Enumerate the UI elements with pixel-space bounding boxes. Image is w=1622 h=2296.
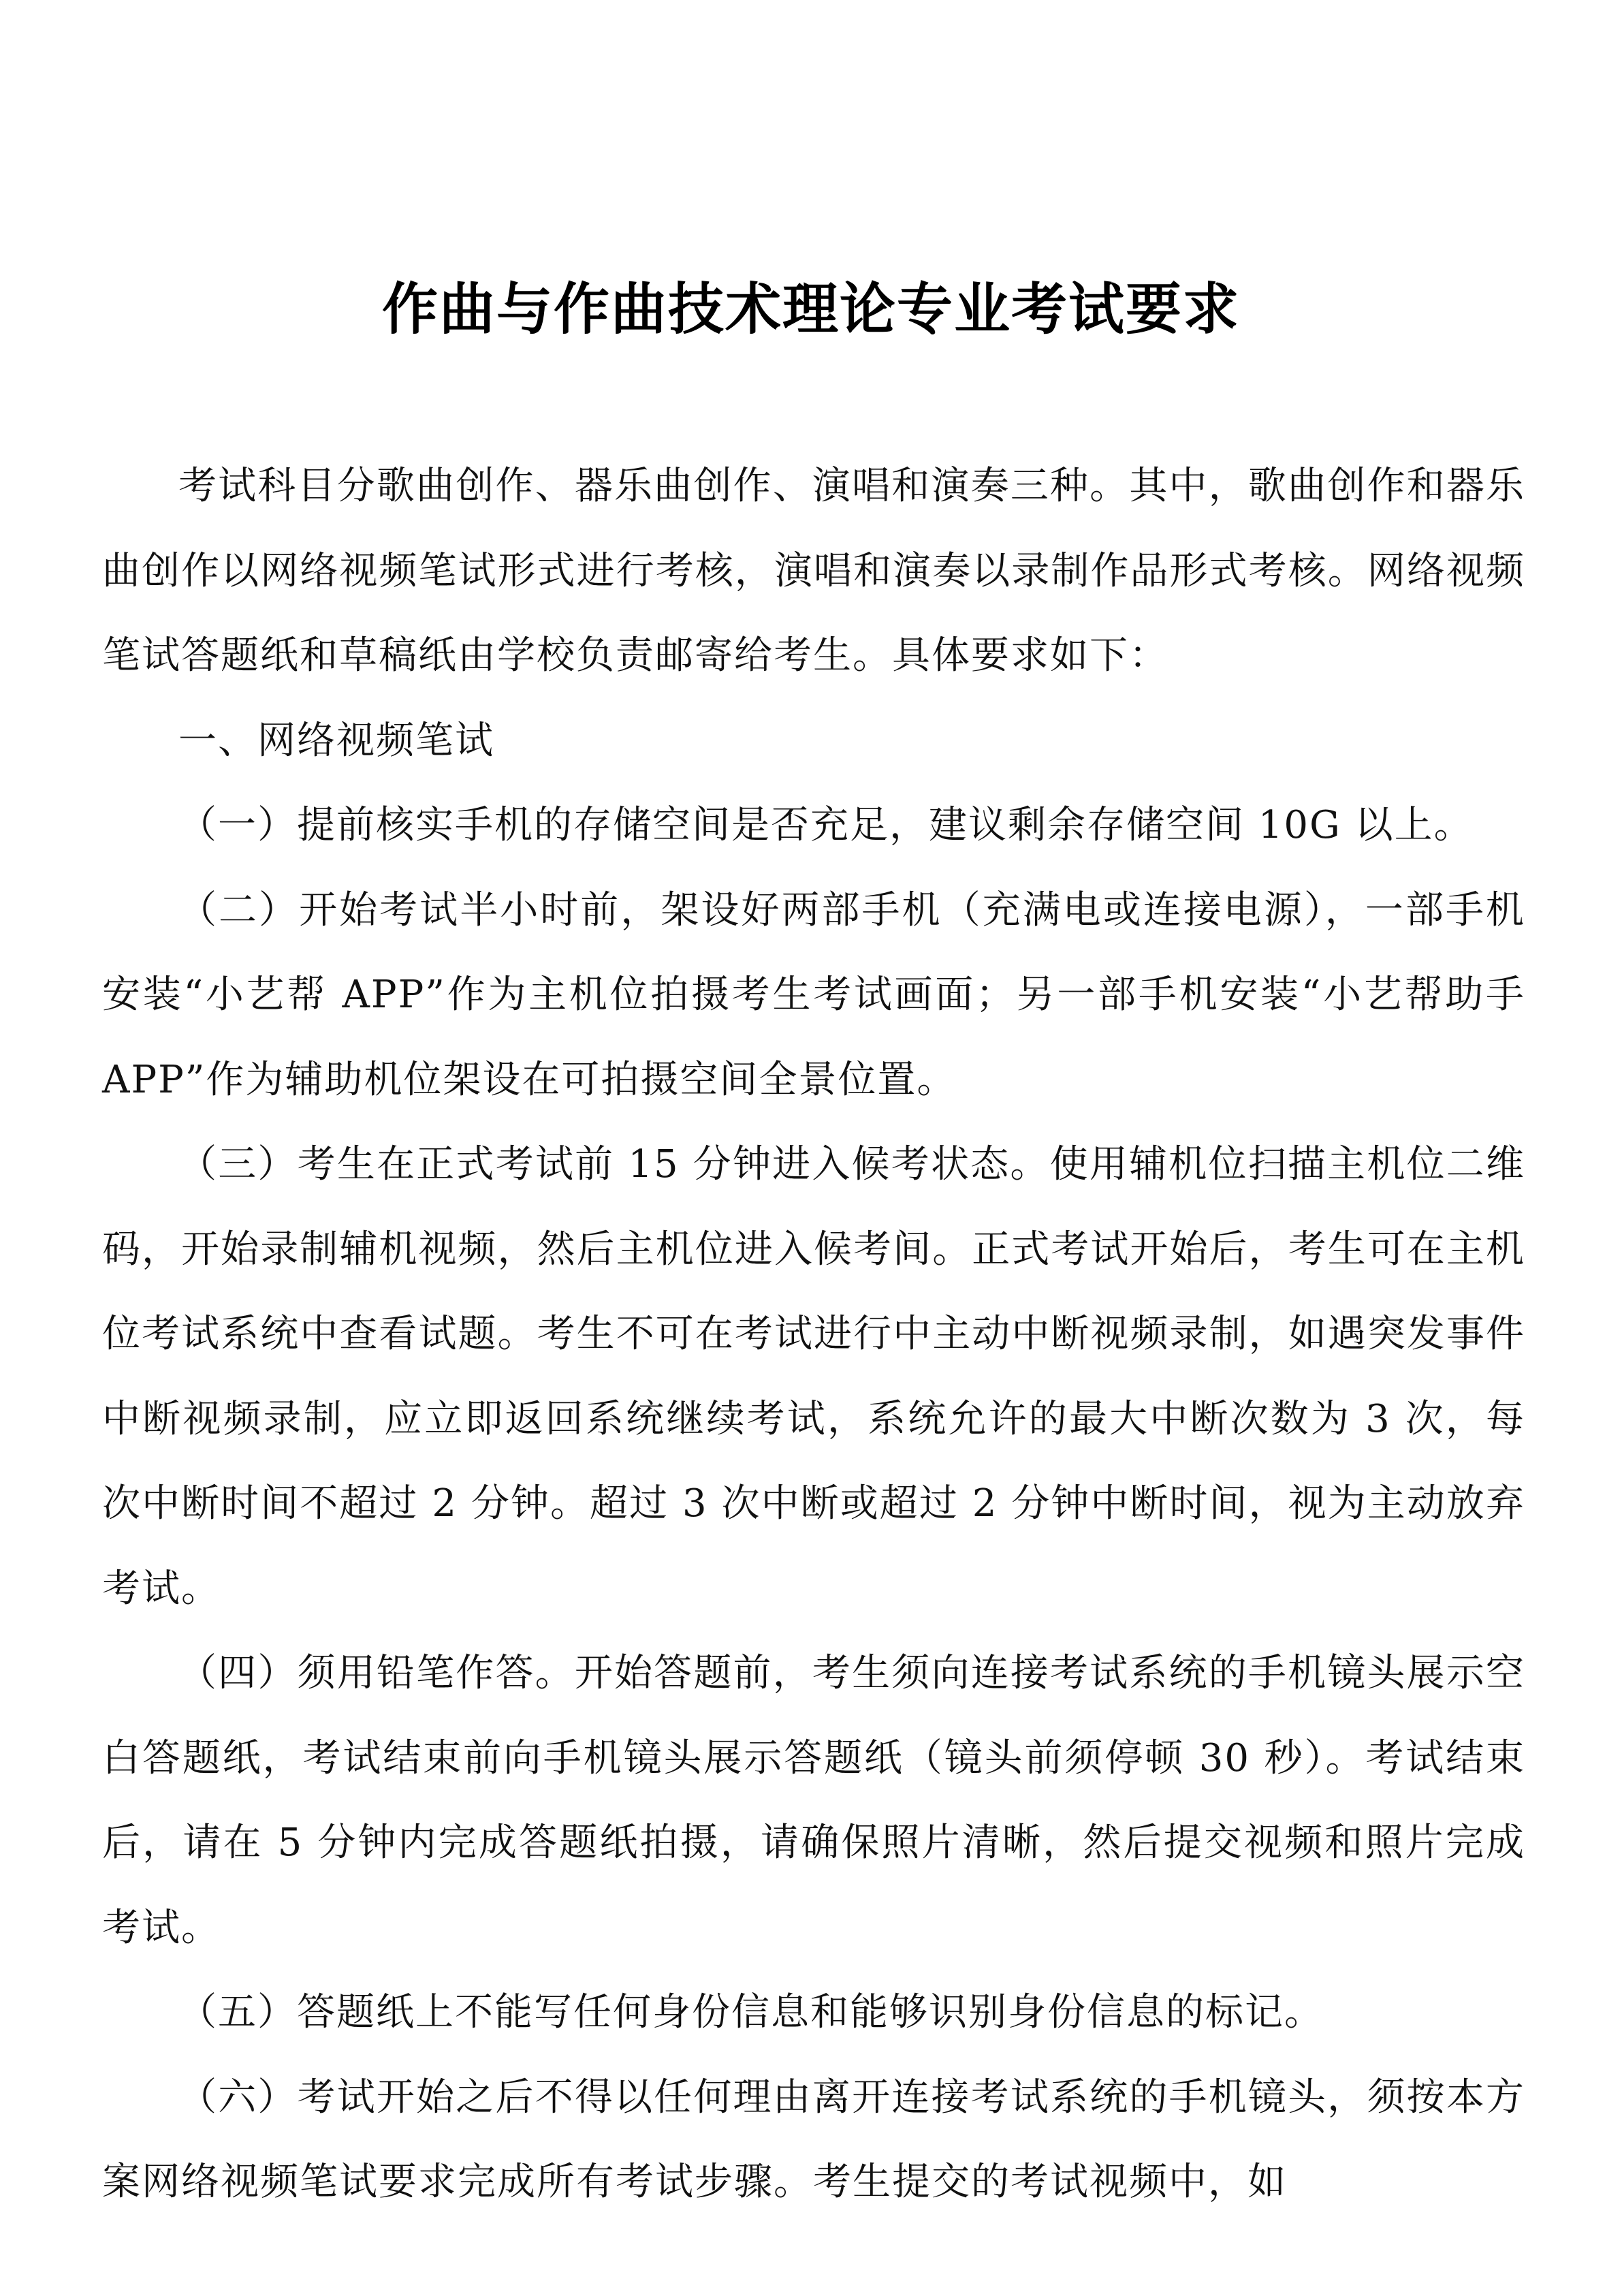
paragraph-intro: 考试科目分歌曲创作、器乐曲创作、演唱和演奏三种。其中，歌曲创作和器乐曲创作以网络视频笔试形式进行考核，演唱和演奏以录制作品形式考核。网络视频笔试答题纸和草稿纸由学校负责邮寄给考生。具体要求如下： — [102, 464, 1525, 678]
section-heading-online-written-exam: 一、网络视频笔试 — [178, 718, 494, 763]
paragraph-item-4: （四）须用铅笔作答。开始答题前，考生须向连接考试系统的手机镜头展示空白答题纸，考试结束前向手机镜头展示答题纸（镜头前须停顿 30 秒）。考试结束后，请在 5 分钟内完成答题纸拍摄，请确保照片清晰，然后提交视频和照片完成考试。 — [102, 1651, 1525, 1950]
document-body — [102, 444, 1525, 2225]
paragraph-item-6: （六）考试开始之后不得以任何理由离开连接考试系统的手机镜头，须按本方案网络视频笔试要求完成所有考试步骤。考生提交的考试视频中，如 — [102, 2075, 1525, 2204]
paragraph-item-2: （二）开始考试半小时前，架设好两部手机（充满电或连接电源），一部手机安装“小艺帮 APP”作为主机位拍摄考生考试画面；另一部手机安装“小艺帮助手 APP”作为辅助机位架设在可拍摄空间全景位置。 — [102, 887, 1525, 1102]
document-title: 作曲与作曲技术理论专业考试要求 — [381, 277, 1240, 342]
paragraph-item-5: （五）答题纸上不能写任何身份信息和能够识别身份信息的标记。 — [178, 1990, 1324, 2034]
paragraph-item-3: （三）考生在正式考试前 15 分钟进入候考状态。使用辅机位扫描主机位二维码，开始录制辅机视频，然后主机位进入候考间。正式考试开始后，考生可在主机位考试系统中查看试题。考生不可在考试进行中主动中断视频录制，如遇突发事件中断视频录制，应立即返回系统继续考试，系统允许的最大中断次数为 3 次，每次中断时间不超过 2 分钟。超过 3 次中断或超过 2 分钟中断时间，视为主动放弃考试。 — [102, 1142, 1525, 1611]
paragraph-item-1: （一）提前核实手机的存储空间是否充足，建议剩余存储空间 10G 以上。 — [178, 803, 1474, 847]
